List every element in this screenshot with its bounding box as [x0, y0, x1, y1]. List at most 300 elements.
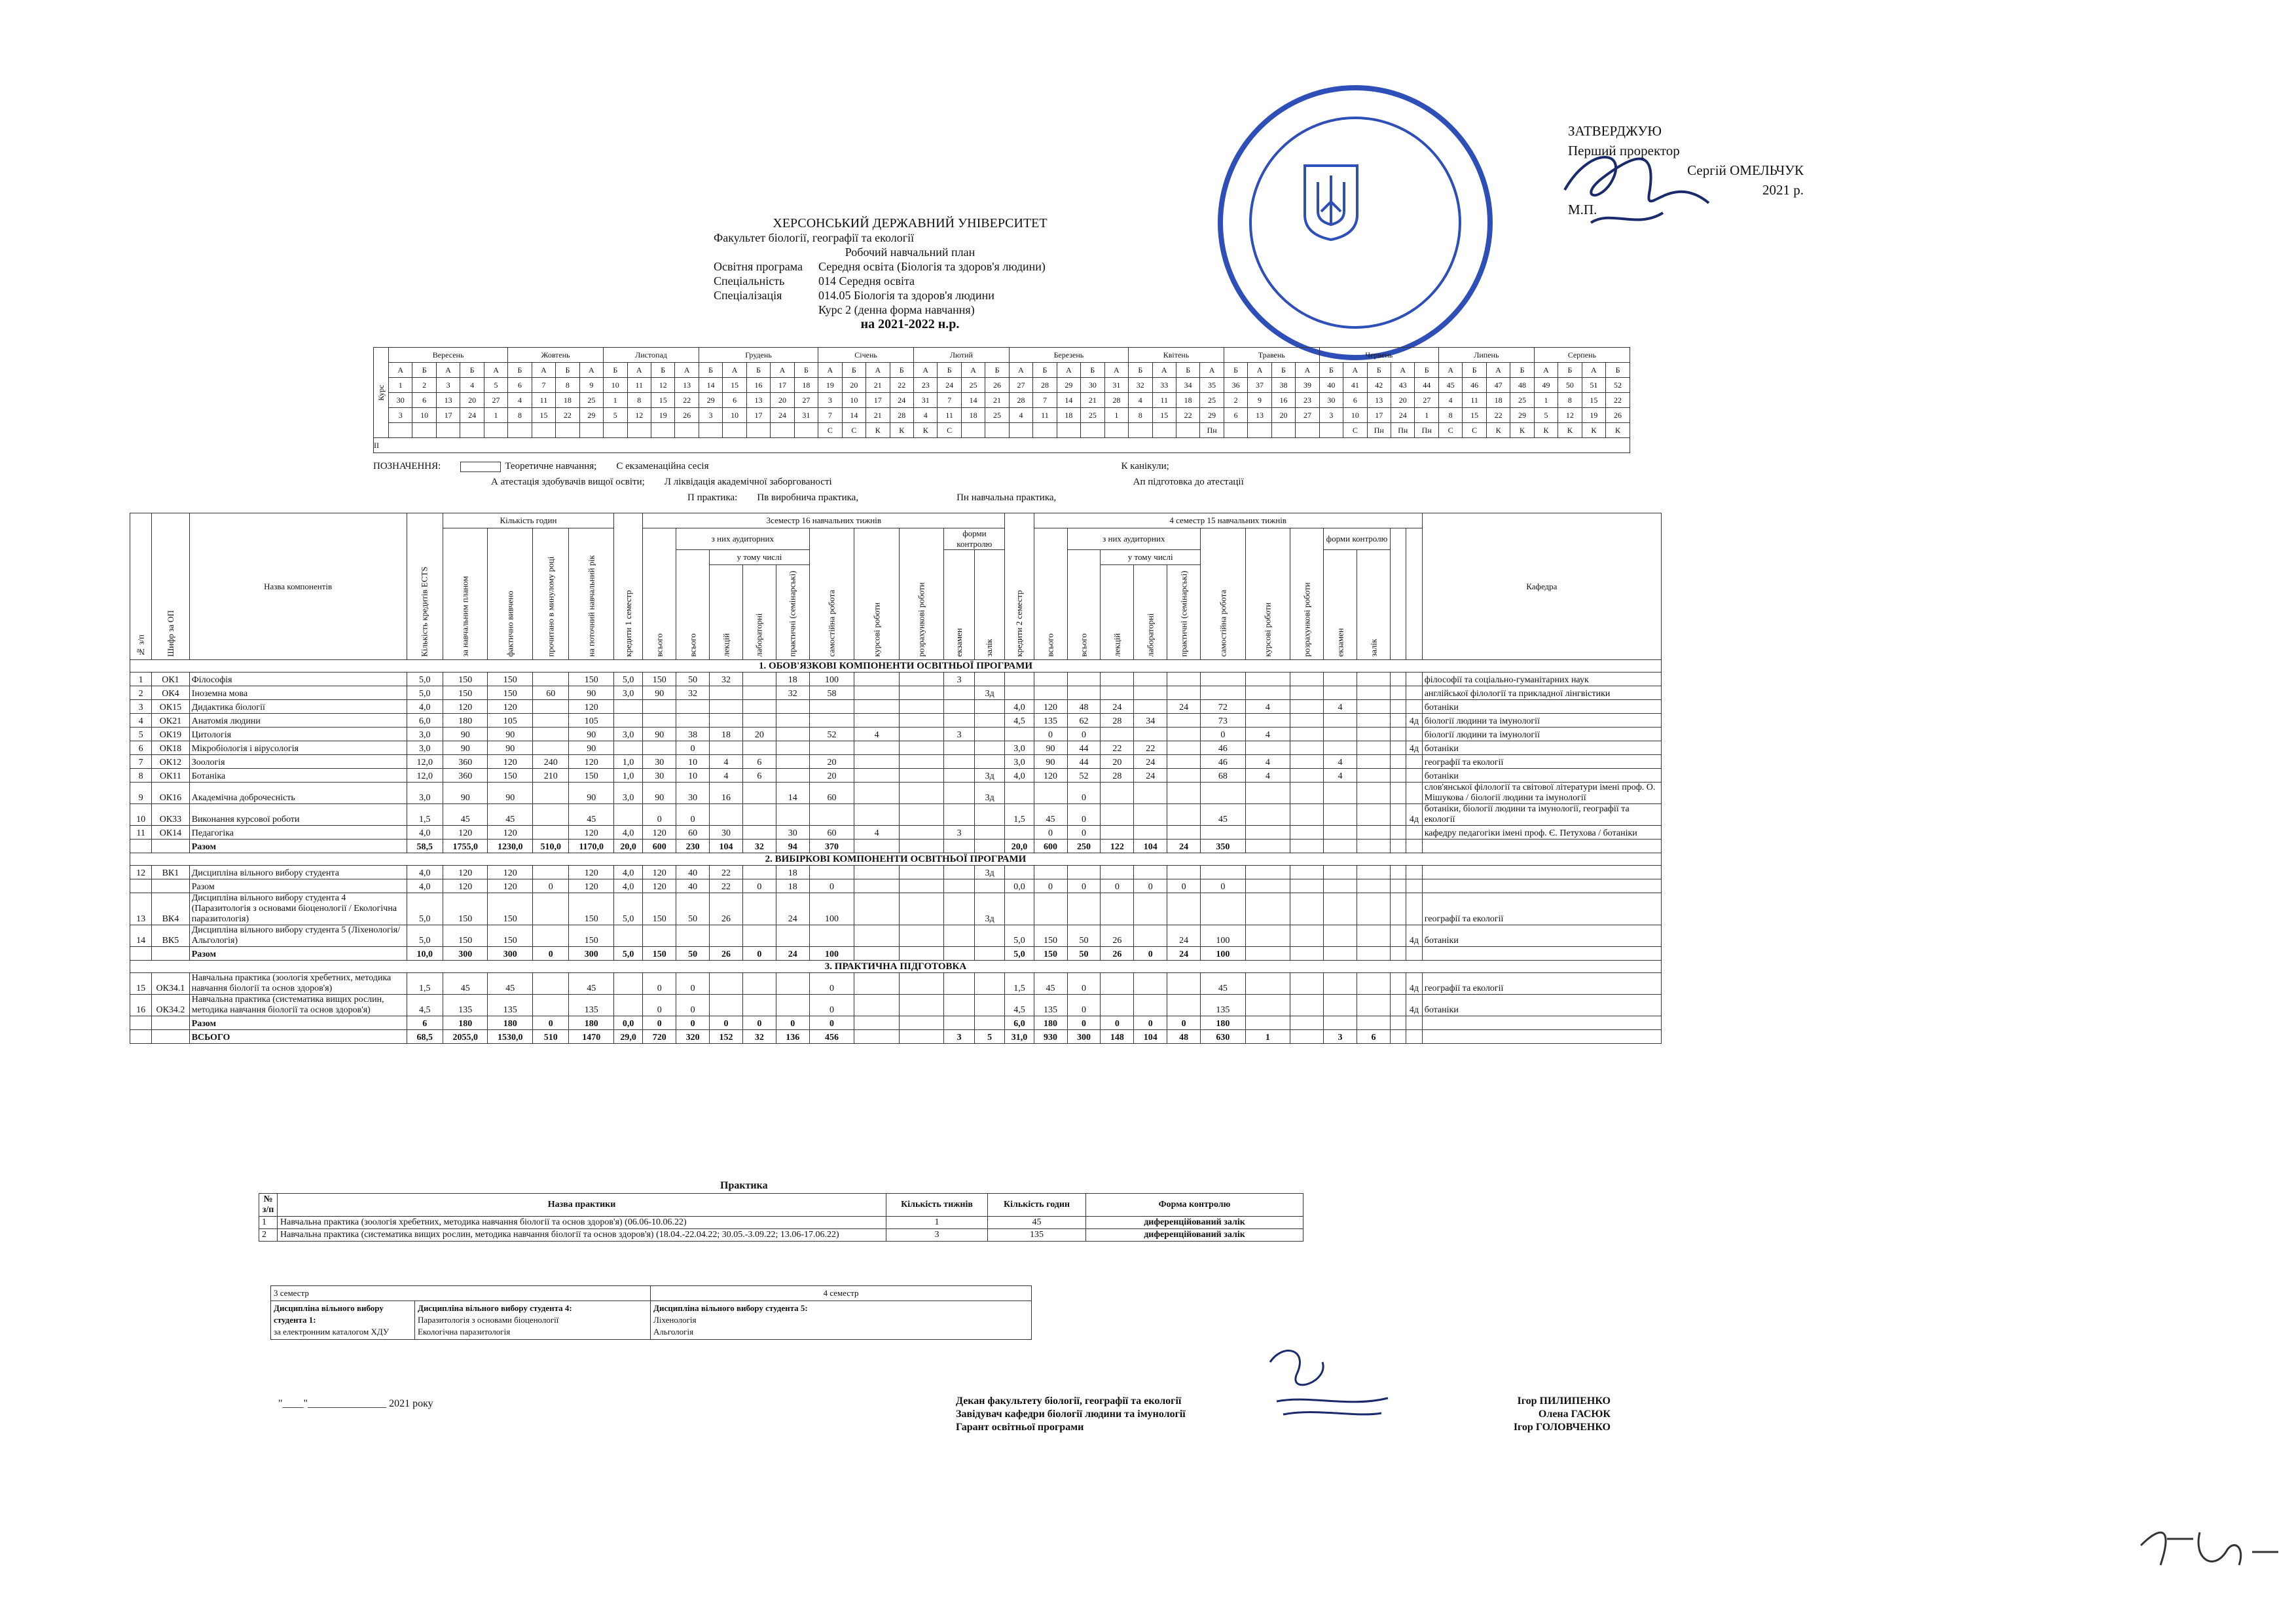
schedule-cell	[1296, 423, 1319, 438]
table-cell	[1422, 947, 1661, 961]
table-cell	[1245, 1016, 1290, 1030]
table-cell: 510	[533, 1030, 569, 1044]
table-cell: 7	[130, 755, 152, 769]
table-cell	[1406, 840, 1423, 853]
table-cell	[1034, 783, 1067, 804]
table-cell: ботаніки	[1422, 769, 1661, 783]
table-cell: 0	[1067, 826, 1101, 840]
table-cell: 135	[443, 995, 488, 1016]
table-cell: 3,0	[407, 783, 443, 804]
table-cell	[1167, 673, 1201, 686]
schedule-cell: 25	[1200, 393, 1224, 408]
schedule-cell: 21	[866, 408, 890, 423]
table-cell	[742, 673, 776, 686]
table-cell: 90	[488, 783, 533, 804]
schedule-cell: 14	[699, 378, 722, 393]
table-cell	[854, 866, 900, 879]
table-cell	[533, 925, 569, 947]
table-cell	[1290, 741, 1324, 755]
table-cell: 250	[1067, 840, 1101, 853]
table-cell: 4,0	[614, 866, 643, 879]
table-cell: 20,0	[614, 840, 643, 853]
table-cell	[710, 714, 743, 728]
table-cell	[1290, 893, 1324, 925]
table-cell	[1390, 995, 1406, 1016]
elective-4: Дисципліна вільного вибору студента 4: Паразитологія з основами біоценології Екологічна паразитологія	[415, 1301, 651, 1340]
table-cell	[1390, 893, 1406, 925]
table-cell: 0	[676, 804, 710, 826]
table-cell: Навчальна практика (систематика вищих рослин, методика навчання біології та основ здоров'я)	[189, 995, 407, 1016]
schedule-grid	[373, 347, 1630, 453]
table-cell: 12	[130, 866, 152, 879]
table-cell	[1134, 973, 1167, 995]
table-cell: 90	[443, 783, 488, 804]
table-cell: 0	[676, 1016, 710, 1030]
table-cell: 104	[710, 840, 743, 853]
table-cell	[533, 973, 569, 995]
table-cell	[1134, 673, 1167, 686]
table-cell	[1357, 866, 1391, 879]
table-cell: 16	[710, 783, 743, 804]
table-cell: 6,0	[1005, 1016, 1034, 1030]
table-cell	[1357, 741, 1391, 755]
table-cell: 1530,0	[488, 1030, 533, 1044]
table-cell	[899, 879, 944, 893]
schedule-cell: А	[913, 363, 937, 378]
table-cell: 58,5	[407, 840, 443, 853]
table-cell	[1245, 783, 1290, 804]
col-s4-incl: у тому числі	[1101, 550, 1201, 565]
table-cell	[533, 700, 569, 714]
table-cell	[1357, 714, 1391, 728]
table-cell: 120	[443, 866, 488, 879]
table-cell: 73	[1201, 714, 1246, 728]
table-cell	[742, 893, 776, 925]
table-cell: 3	[1324, 1030, 1357, 1044]
table-cell	[899, 714, 944, 728]
schedule-cell: 7	[938, 393, 961, 408]
schedule-cell	[579, 423, 603, 438]
schedule-cell: К	[1582, 423, 1605, 438]
table-cell: 5	[974, 1030, 1004, 1044]
table-cell	[1290, 840, 1324, 853]
schedule-cell: 14	[842, 408, 866, 423]
table-cell: 11	[130, 826, 152, 840]
table-cell: 120	[443, 826, 488, 840]
table-cell	[130, 1030, 152, 1044]
table-cell: ОК15	[152, 700, 190, 714]
table-cell	[809, 925, 854, 947]
table-cell	[1134, 700, 1167, 714]
table-cell: 3,0	[407, 741, 443, 755]
table-cell: 100	[809, 893, 854, 925]
table-cell: 3	[944, 728, 974, 741]
schedule-cell	[1271, 423, 1295, 438]
table-cell	[974, 741, 1004, 755]
table-cell: ВК5	[152, 925, 190, 947]
specialization-label: Спеціалізація	[714, 289, 782, 302]
table-cell	[809, 866, 854, 879]
table-cell: 31,0	[1005, 1030, 1034, 1044]
schedule-cell: К	[913, 423, 937, 438]
table-cell: 3д	[974, 769, 1004, 783]
table-cell: 4	[1245, 755, 1290, 769]
approval-name: Сергій ОМЕЛЬЧУК	[1687, 162, 1804, 178]
schedule-cell: 39	[1296, 378, 1319, 393]
table-cell	[1357, 728, 1391, 741]
table-cell: 360	[443, 755, 488, 769]
col-s4-indep: самостійна робота	[1201, 528, 1246, 660]
table-cell	[1167, 893, 1201, 925]
table-cell	[974, 879, 1004, 893]
table-cell: 4д	[1406, 925, 1423, 947]
table-row	[130, 769, 1662, 783]
col-s3-credit: залік	[974, 550, 1004, 660]
schedule-cell: С	[1463, 423, 1486, 438]
schedule-cell: 28	[1009, 393, 1032, 408]
schedule-cell: Б	[890, 363, 913, 378]
table-cell: ОК1	[152, 673, 190, 686]
table-cell: 100	[1201, 925, 1246, 947]
table-cell: ОК11	[152, 769, 190, 783]
table-row	[130, 925, 1662, 947]
legend	[373, 458, 1650, 506]
table-cell	[1290, 995, 1324, 1016]
table-cell	[944, 879, 974, 893]
table-cell	[676, 714, 710, 728]
table-cell: 150	[443, 673, 488, 686]
table-cell	[1034, 866, 1067, 879]
table-cell	[944, 973, 974, 995]
table-cell	[1134, 893, 1167, 925]
schedule-cell: 30	[1319, 393, 1343, 408]
table-cell	[854, 893, 900, 925]
table-cell: 150	[569, 769, 614, 783]
table-cell	[533, 804, 569, 826]
table-cell: 630	[1201, 1030, 1246, 1044]
schedule-cell	[508, 423, 532, 438]
table-cell: географії та екології	[1422, 973, 1661, 995]
table-cell	[1245, 741, 1290, 755]
table-cell	[1245, 840, 1290, 853]
table-cell	[710, 973, 743, 995]
table-cell	[1101, 783, 1134, 804]
table-cell: 10	[676, 755, 710, 769]
table-cell: англійської філології та прикладної лінгвістики	[1422, 686, 1661, 700]
practice-row: 1 Навчальна практика (зоологія хребетних, методика навчання біології та основ здоров'я) (06.06-10.06.22) 1 45 диференційований залік	[259, 1217, 1303, 1229]
table-cell	[1406, 673, 1423, 686]
section-title: 1. ОБОВ'ЯЗКОВІ КОМПОНЕНТИ ОСВІТНЬОЇ ПРОГРАМИ	[130, 660, 1662, 673]
col-s4-forms: форми контролю	[1324, 528, 1391, 550]
schedule-cell: К	[1486, 423, 1510, 438]
table-cell	[974, 973, 1004, 995]
schedule-cell	[651, 423, 674, 438]
table-cell	[742, 804, 776, 826]
table-cell	[710, 686, 743, 700]
table-cell: Виконання курсової роботи	[189, 804, 407, 826]
table-row	[130, 700, 1662, 714]
schedule-kurs-label: Курс	[374, 348, 389, 438]
table-cell	[614, 700, 643, 714]
col-s4-spacer2	[1406, 528, 1423, 660]
document-header	[714, 216, 1106, 331]
table-cell: філософії та соціально-гуманітарних наук	[1422, 673, 1661, 686]
table-cell: 4,0	[407, 826, 443, 840]
legend-item-production: Пв виробнича практика,	[757, 492, 859, 503]
table-cell: 1,5	[407, 804, 443, 826]
table-cell	[854, 673, 900, 686]
table-cell: 3,0	[407, 728, 443, 741]
table-cell	[809, 741, 854, 755]
table-cell	[1422, 866, 1661, 879]
table-cell: 5,0	[614, 893, 643, 925]
table-cell: географії та екології	[1422, 755, 1661, 769]
schedule-month: Вересень	[389, 348, 508, 363]
col-s4-spacer	[1390, 528, 1406, 660]
table-cell	[776, 769, 809, 783]
program-label: Освітня програма	[714, 260, 803, 273]
schedule-cell: 27	[1009, 378, 1032, 393]
schedule-cell: 3	[436, 378, 460, 393]
schedule-cell: 8	[1558, 393, 1582, 408]
table-cell	[742, 741, 776, 755]
table-cell	[1406, 893, 1423, 925]
legend-swatch	[460, 462, 501, 472]
table-cell: 0	[1134, 1016, 1167, 1030]
table-cell: 16	[130, 995, 152, 1016]
schedule-cell: 6	[412, 393, 436, 408]
table-cell: 2055,0	[443, 1030, 488, 1044]
table-cell: 52	[809, 728, 854, 741]
table-cell	[1390, 947, 1406, 961]
table-cell: ботаніки	[1422, 700, 1661, 714]
elective-1: Дисципліна вільного вибору студента 1: за електронним каталогом ХДУ	[271, 1301, 415, 1340]
table-cell: 45	[1201, 973, 1246, 995]
schedule-cell	[961, 423, 985, 438]
table-cell	[1245, 804, 1290, 826]
practice-col-name: Назва практики	[278, 1194, 886, 1217]
legend-title: ПОЗНАЧЕННЯ:	[373, 461, 441, 471]
table-cell: 0,0	[614, 1016, 643, 1030]
table-cell	[130, 879, 152, 893]
table-cell: 150	[488, 893, 533, 925]
schedule-cell: 26	[675, 408, 699, 423]
schedule-cell: 5	[484, 378, 507, 393]
table-cell	[854, 925, 900, 947]
table-cell	[1406, 826, 1423, 840]
practice-col-num: № з/п	[259, 1194, 278, 1217]
specialty-label: Спеціальність	[714, 274, 785, 287]
table-cell: 120	[569, 700, 614, 714]
table-cell: ботаніки	[1422, 925, 1661, 947]
table-cell	[944, 840, 974, 853]
table-cell	[974, 1016, 1004, 1030]
table-cell	[809, 700, 854, 714]
schedule-cell: 38	[1271, 378, 1295, 393]
schedule-cell: 22	[556, 408, 579, 423]
schedule-cell: 10	[723, 408, 746, 423]
table-cell	[974, 700, 1004, 714]
schedule-cell: 26	[985, 378, 1009, 393]
table-cell: 26	[710, 893, 743, 925]
schedule-cell: Б	[556, 363, 579, 378]
table-cell: 0	[1067, 879, 1101, 893]
schedule-cell	[1248, 423, 1271, 438]
table-cell: 4	[1324, 700, 1357, 714]
table-cell: 38	[676, 728, 710, 741]
schedule-cell: 15	[1463, 408, 1486, 423]
schedule-cell: 25	[961, 378, 985, 393]
practice-col-weeks: Кількість тижнів	[886, 1194, 988, 1217]
schedule-cell: 27	[794, 393, 818, 408]
schedule-cell: К	[890, 423, 913, 438]
table-cell: 28	[1101, 714, 1134, 728]
schedule-cell: 15	[651, 393, 674, 408]
schedule-cell	[723, 423, 746, 438]
schedule-cell: 11	[1033, 408, 1057, 423]
table-cell	[974, 925, 1004, 947]
col-hours-group: Кількість годин	[443, 513, 613, 528]
table-cell	[974, 673, 1004, 686]
table-cell: 1170,0	[569, 840, 614, 853]
table-cell: 14	[130, 925, 152, 947]
table-cell	[1390, 840, 1406, 853]
schedule-cell: 8	[1438, 408, 1462, 423]
schedule-cell: Б	[460, 363, 484, 378]
schedule-cell: 29	[1200, 408, 1224, 423]
table-cell	[1201, 866, 1246, 879]
schedule-cell: 19	[651, 408, 674, 423]
schedule-cell: 18	[1486, 393, 1510, 408]
table-cell	[974, 826, 1004, 840]
schedule-cell: 21	[985, 393, 1009, 408]
table-cell	[152, 879, 190, 893]
table-cell: 62	[1067, 714, 1101, 728]
schedule-cell: 19	[818, 378, 842, 393]
table-cell	[1324, 947, 1357, 961]
section-header	[130, 961, 1662, 973]
table-cell	[643, 925, 676, 947]
schedule-cell: А	[1534, 363, 1558, 378]
table-cell	[1245, 893, 1290, 925]
schedule-cell	[604, 423, 627, 438]
table-cell	[1324, 714, 1357, 728]
table-cell	[899, 973, 944, 995]
table-cell: 0	[1067, 728, 1101, 741]
table-cell: 4д	[1406, 973, 1423, 995]
table-cell: 120	[569, 826, 614, 840]
table-cell: 90	[1034, 741, 1067, 755]
schedule-cell: А	[436, 363, 460, 378]
table-cell	[1167, 714, 1201, 728]
table-cell: 44	[1067, 755, 1101, 769]
table-cell: 105	[488, 714, 533, 728]
table-cell: Дисципліна вільного вибору студента 4 (Паразитологія з основами біоценології / Екологічна паразитологія)	[189, 893, 407, 925]
table-cell: 180	[443, 714, 488, 728]
table-cell: 4,0	[1005, 700, 1034, 714]
schedule-cell: 10	[1343, 408, 1367, 423]
table-cell: Цитологія	[189, 728, 407, 741]
table-cell: 240	[533, 755, 569, 769]
table-cell: ботаніки	[1422, 741, 1661, 755]
table-cell: 0	[1067, 804, 1101, 826]
table-cell	[899, 995, 944, 1016]
table-cell: ботаніки, біології людини та імунології, географії та екології	[1422, 804, 1661, 826]
table-cell: 20	[809, 755, 854, 769]
table-cell: 4	[130, 714, 152, 728]
study-plan-table	[130, 513, 1662, 1044]
schedule-cell	[436, 423, 460, 438]
table-cell: 4	[710, 769, 743, 783]
table-cell	[152, 840, 190, 853]
table-cell	[710, 741, 743, 755]
table-cell: 32	[710, 673, 743, 686]
table-cell: 5,0	[407, 925, 443, 947]
legend-item-session: С екзаменаційна сесія	[616, 461, 709, 471]
schedule-cell: 25	[1510, 393, 1534, 408]
table-cell: ВК1	[152, 866, 190, 879]
table-cell: 45	[443, 804, 488, 826]
table-cell: 148	[1101, 1030, 1134, 1044]
table-cell	[1101, 728, 1134, 741]
table-cell	[854, 755, 900, 769]
table-cell: 1230,0	[488, 840, 533, 853]
faculty-name: Факультет біології, географії та екології	[714, 231, 915, 244]
table-cell	[1406, 700, 1423, 714]
table-cell: 29,0	[614, 1030, 643, 1044]
table-cell: 22	[1134, 741, 1167, 755]
table-row	[130, 973, 1662, 995]
table-cell	[776, 755, 809, 769]
table-cell: ОК33	[152, 804, 190, 826]
table-cell: 45	[488, 973, 533, 995]
table-cell	[1005, 673, 1034, 686]
table-cell	[1005, 826, 1034, 840]
schedule-cell: Б	[1367, 363, 1391, 378]
table-cell: Разом	[189, 947, 407, 961]
table-cell	[533, 741, 569, 755]
schedule-cell: А	[723, 363, 746, 378]
table-cell: 3	[944, 826, 974, 840]
schedule-cell	[985, 423, 1009, 438]
table-cell	[1406, 866, 1423, 879]
table-cell	[533, 826, 569, 840]
schedule-cell: 14	[961, 393, 985, 408]
table-cell	[1324, 879, 1357, 893]
table-row	[130, 714, 1662, 728]
table-cell: 60	[809, 826, 854, 840]
table-cell: 180	[488, 1016, 533, 1030]
schedule-cell	[1104, 423, 1128, 438]
table-cell	[1422, 1016, 1661, 1030]
table-cell: 120	[488, 879, 533, 893]
schedule-cell: А	[484, 363, 507, 378]
head-dept-title: Завідувач кафедри біології людини та імунології	[956, 1409, 1186, 1420]
schedule-cell: Б	[508, 363, 532, 378]
table-cell	[944, 866, 974, 879]
table-cell	[776, 714, 809, 728]
table-cell: 120	[443, 700, 488, 714]
table-cell	[1324, 804, 1357, 826]
schedule-cell	[699, 423, 722, 438]
table-cell	[1101, 686, 1134, 700]
col-s4-pract: практичні (семінарські)	[1167, 565, 1201, 660]
table-cell: 0	[643, 973, 676, 995]
table-cell	[1201, 783, 1246, 804]
table-cell: 0	[1067, 783, 1101, 804]
table-cell: 1,5	[407, 973, 443, 995]
schedule-cell: 19	[1582, 408, 1605, 423]
